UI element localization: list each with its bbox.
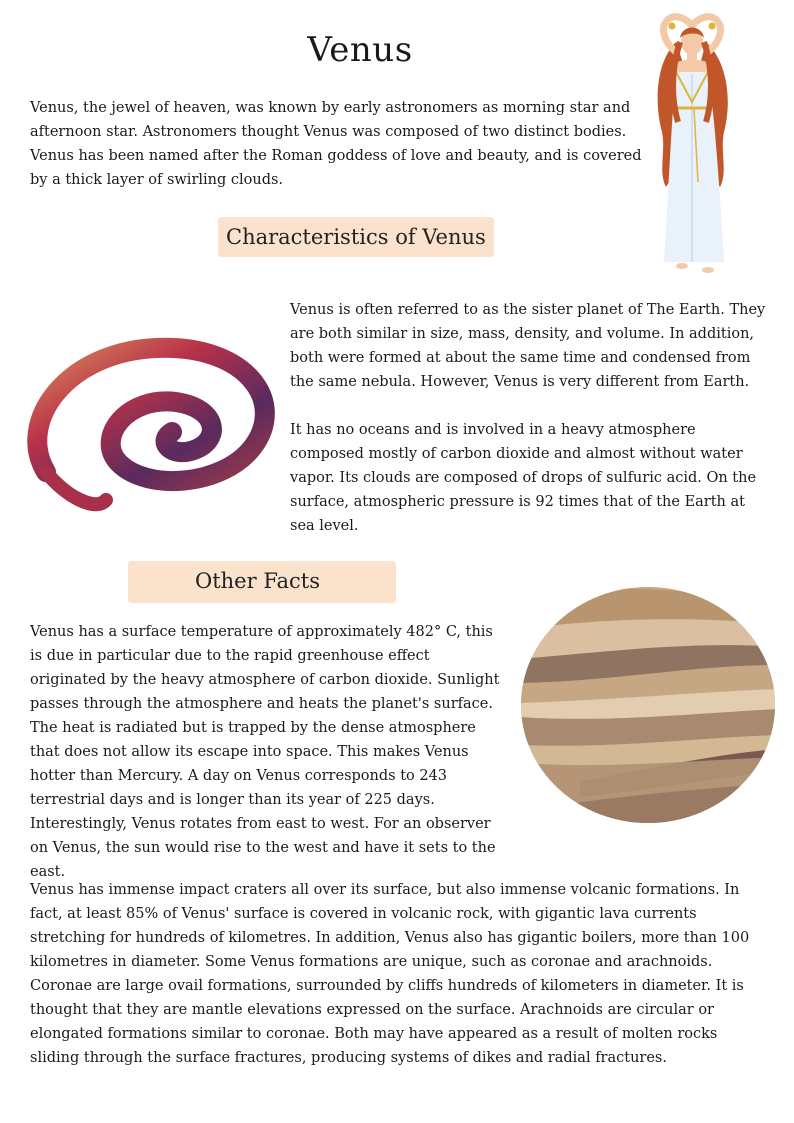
planet-venus-illustration: [520, 585, 780, 825]
other-facts-heading: Other Facts: [195, 569, 320, 593]
goddess-illustration: [636, 12, 748, 276]
characteristics-paragraph-2: It has no oceans and is involved in a heavy atmosphere composed mostly of carbon dioxide and almost without water vapor. Its clouds are composed of drops of sulfuric acid. On the surface, atmospheric pressure is 92 times that of the Earth at sea level.: [290, 422, 757, 534]
closing-paragraph: Venus has immense impact craters all over its surface, but also immense volcanic formations. In fact, at least 85% of Venus' surface is covered in volcanic rock, with gigantic lava currents stretching for hundreds of kilometres. In addition, Venus also has gigantic boilers, more than 100 kilometres in diameter. Some Venus formations are unique, such as coronae and arachnoids. Coronae are large ovail formations, surrounded by cliffs hundreds of kilometers in diameter. It is thought that they are mantle elevations expressed on the surface. Arachnoids are circular or elongated formations similar to coronae. Both may have appeared as a result of molten rocks sliding through the surface fractures, producing systems of dikes and radial fractures.: [30, 882, 750, 1066]
characteristics-paragraph-1: Venus is often referred to as the sister planet of The Earth. They are both similar in size, mass, density, and volume. In addition, both were formed at about the same time and condensed from the same nebula. However, Venus is very different from Earth.: [290, 302, 766, 390]
characteristics-text: [290, 298, 768, 538]
other-facts-paragraph: Venus has a surface temperature of approximately 482° C, this is due in particular due to the rapid greenhouse effect originated by the heavy atmosphere of carbon dioxide. Sunlight passes through the atmosphere and heats the planet's surface. The heat is radiated but is trapped by the dense atmosphere that does not allow its escape into space. This makes Venus hotter than Mercury. A day on Venus corresponds to 243 terrestrial days and is longer than its year of 225 days. Interestingly, Venus rotates from east to west. For an observer on Venus, the sun would rise to the west and have it sets to the east.: [30, 624, 500, 880]
page-title: Venus: [307, 30, 413, 70]
spiral-illustration: [26, 322, 282, 522]
characteristics-heading: Characteristics of Venus: [226, 225, 486, 249]
intro-paragraph: Venus, the jewel of heaven, was known by early astronomers as morning star and afternoon star. Astronomers thought Venus was composed of two distinct bodies. Venus has been named after the Roman goddess of love and beauty, and is covered by a thick layer of swirling clouds.: [30, 100, 642, 188]
